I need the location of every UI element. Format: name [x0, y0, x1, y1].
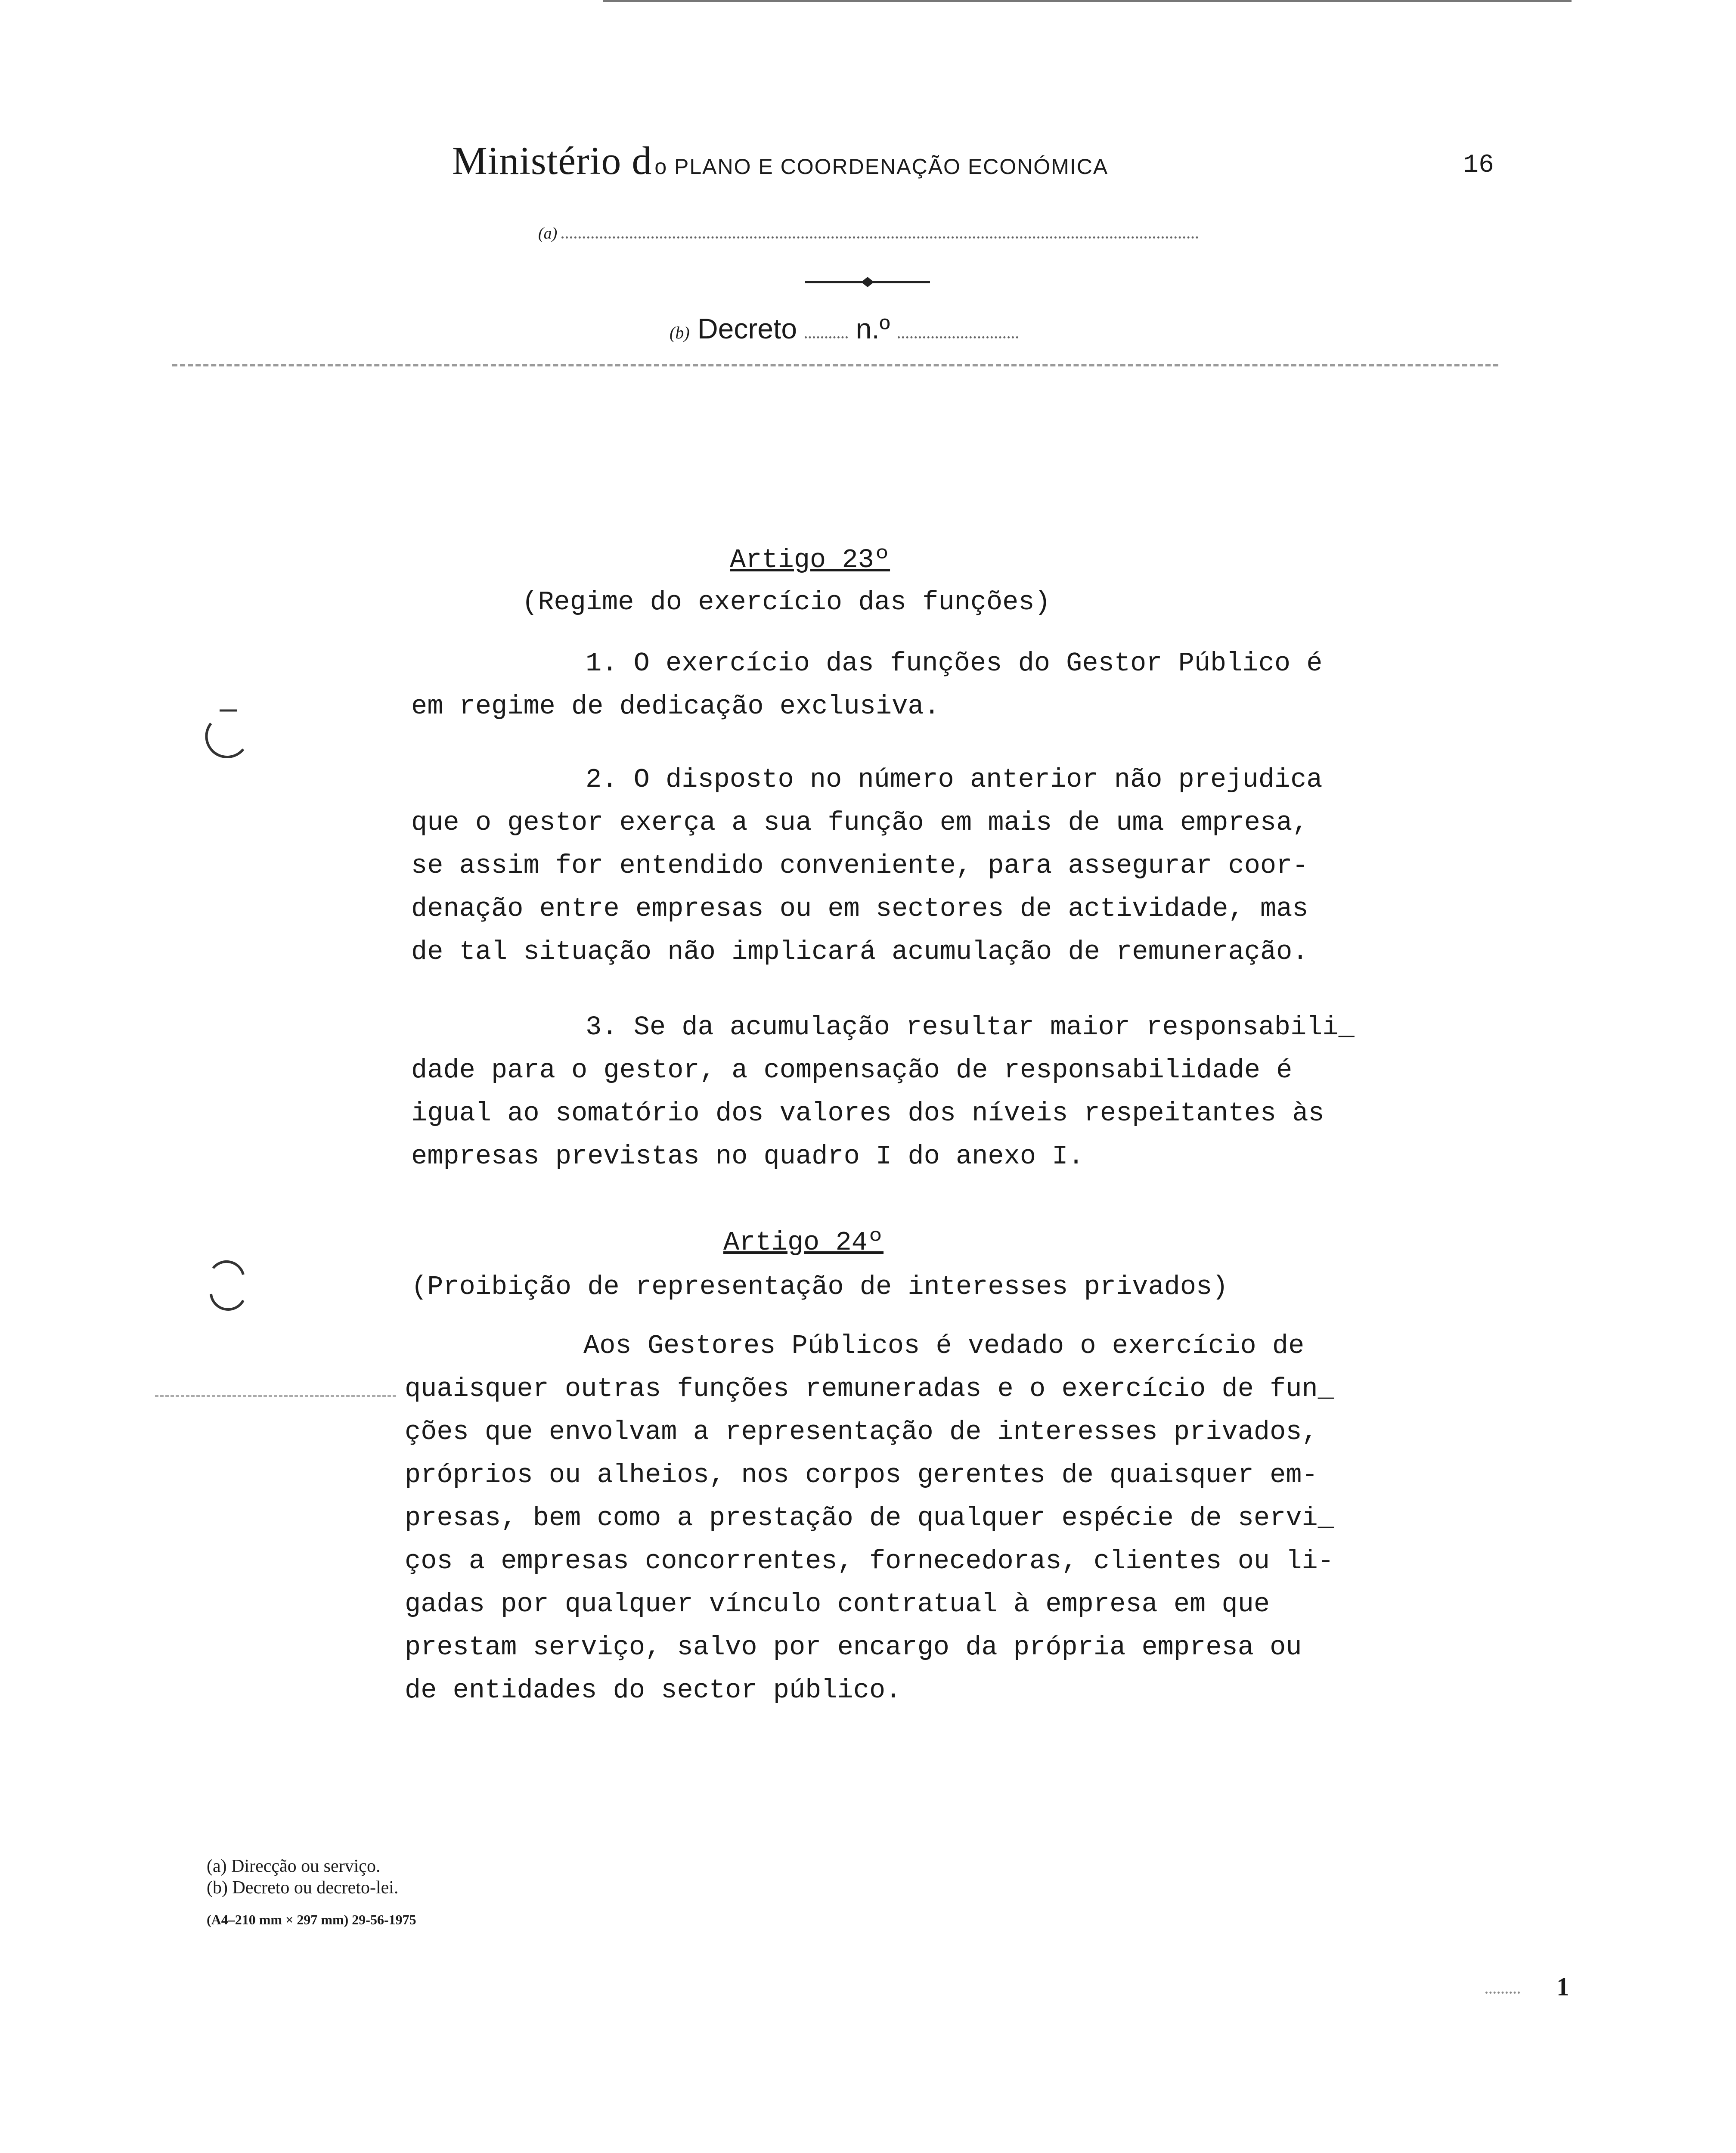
article-23-p2-line: 2. O disposto no número anterior não prejudica [586, 764, 1323, 795]
decree-number-label: n.º [856, 313, 890, 344]
ministry-prefix: Ministério d [452, 139, 652, 183]
decree-label: (b) [670, 323, 690, 342]
fold-line [155, 1395, 396, 1397]
article-24-p1-line: prestam serviço, salvo por encargo da própria empresa ou [405, 1632, 1302, 1663]
corner-mark: 1 [1556, 1973, 1569, 2001]
article-23-p1-line: 1. O exercício das funções do Gestor Público é [586, 648, 1323, 679]
direction-line [538, 224, 1199, 243]
article-23-p3-line: empresas previstas no quadro I do anexo I. [411, 1141, 1084, 1172]
article-24-p1-line: ços a empresas concorrentes, fornecedoras, clientes ou li- [405, 1546, 1334, 1576]
print-format-info: (A4–210 mm × 297 mm) 29-56-1975 [207, 1912, 416, 1927]
article-24-p1-line: próprios ou alheios, nos corpos gerentes de quaisquer em- [405, 1460, 1318, 1490]
top-edge-line [603, 0, 1572, 2]
article-23-p2-line: denação entre empresas ou em sectores de actividade, mas [411, 893, 1308, 924]
article-23-p3-line: 3. Se da acumulação resultar maior responsabili_ [586, 1012, 1355, 1042]
direction-label: (a) [538, 224, 558, 242]
punch-hole-mark [202, 1251, 250, 1320]
article-23-heading: Artigo 23º [730, 545, 890, 575]
article-23-subtitle: (Regime do exercício das funções) [522, 587, 1051, 617]
direction-dotted-field [561, 236, 1199, 239]
ministry-header [452, 138, 1108, 183]
footnote-a: (a) Direcção ou serviço. [207, 1856, 381, 1876]
decree-number-dotted-field [898, 336, 1018, 338]
decree-dotted-field [805, 336, 848, 338]
ornament-divider [805, 276, 930, 289]
article-24-p1-line: Aos Gestores Públicos é vedado o exercício de [583, 1331, 1305, 1361]
header-separator [172, 364, 1498, 366]
article-23-p3-line: igual ao somatório dos valores dos níveis respeitantes às [411, 1098, 1324, 1129]
article-23-p2-line: se assim for entendido conveniente, para assegurar coor- [411, 850, 1308, 881]
article-24-heading: Artigo 24º [723, 1227, 884, 1258]
footnote-b: (b) Decreto ou decreto-lei. [207, 1878, 399, 1898]
article-23-p3-line: dade para o gestor, a compensação de responsabilidade é [411, 1055, 1293, 1086]
corner-dots [1485, 1992, 1520, 1994]
article-24-p1-line: quaisquer outras funções remuneradas e o exercício de fun_ [405, 1374, 1334, 1404]
punch-hole-mark [202, 698, 250, 766]
article-24-p1-line: de entidades do sector público. [405, 1675, 902, 1706]
article-24-subtitle: (Proibição de representação de interesses privados) [411, 1272, 1228, 1302]
decree-line [670, 312, 1018, 345]
article-24-p1-line: gadas por qualquer vínculo contratual à empresa em que [405, 1589, 1270, 1619]
article-23-p2-line: que o gestor exerça a sua função em mais de uma empresa, [411, 807, 1308, 838]
page-number: 16 [1463, 151, 1494, 180]
article-23-p2-line: de tal situação não implicará acumulação de remuneração. [411, 937, 1308, 967]
article-23-p1-line: em regime de dedicação exclusiva. [411, 691, 940, 722]
article-24-p1-line: ções que envolvam a representação de interesses privados, [405, 1417, 1318, 1447]
decree-text: Decreto [697, 313, 797, 344]
ministry-name: o PLANO E COORDENAÇÃO ECONÓMICA [654, 155, 1109, 179]
article-24-p1-line: presas, bem como a prestação de qualquer espécie de servi_ [405, 1503, 1334, 1533]
